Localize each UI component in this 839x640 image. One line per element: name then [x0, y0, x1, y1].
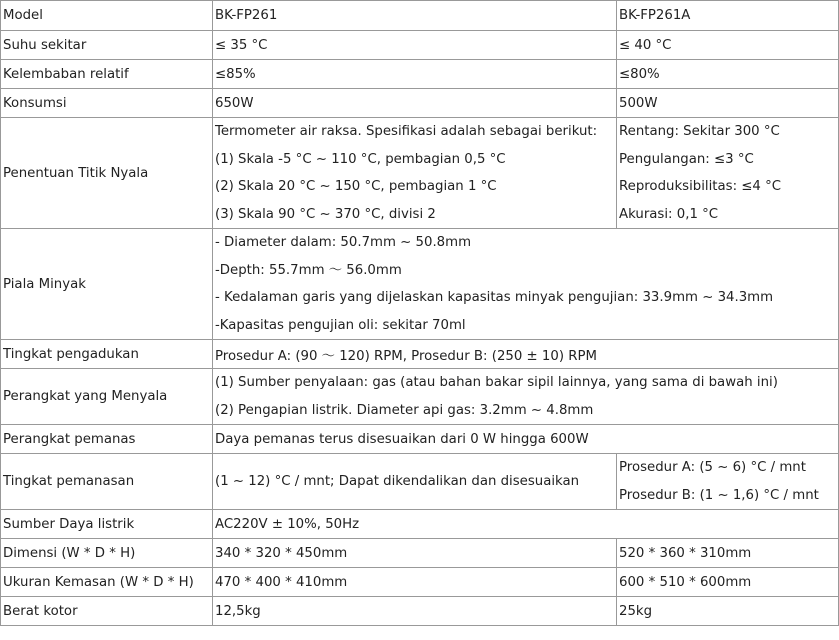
suhu-fp261a: ≤ 40 °C: [617, 31, 839, 60]
titik-nyala-fp261-line: (3) Skala 90 °C ~ 370 °C, divisi 2: [215, 206, 436, 222]
label-dimensi: Dimensi (W * D * H): [1, 539, 213, 568]
titik-nyala-fp261-line: Termometer air raksa. Spesifikasi adalah sebagai berikut:: [215, 124, 598, 139]
pemanasan-fp261: (1 ~ 12) °C / mnt; Dapat dikendalikan dan disesuaikan: [213, 454, 617, 510]
label-suhu: Suhu sekitar: [1, 31, 213, 60]
label-kelembaban: Kelembaban relatif: [1, 60, 213, 89]
titik-nyala-fp261a: [617, 118, 839, 229]
label-piala: Piala Minyak: [1, 229, 213, 340]
table-row-berat: [1, 597, 839, 626]
konsumsi-fp261: 650W: [213, 89, 617, 118]
piala-line: - Diameter dalam: 50.7mm ~ 50.8mm: [215, 235, 472, 250]
titik-nyala-fp261-line: (1) Skala -5 °C ~ 110 °C, pembagian 0,5 °C: [215, 151, 506, 167]
piala-line: -Depth: 55.7mm ～ 56.0mm: [215, 262, 402, 278]
titik-nyala-fp261a-line: Reproduksibilitas: ≤4 °C: [619, 179, 782, 194]
pengadukan-value: Prosedur A: (90 ～ 120) RPM, Prosedur B: (250 ± 10) RPM: [213, 340, 839, 369]
pemanasan-fp261a-line: Prosedur B: (1 ~ 1,6) °C / mnt: [619, 487, 819, 503]
kemasan-fp261: 470 * 400 * 410mm: [213, 568, 617, 597]
label-model: Model: [1, 1, 213, 31]
titik-nyala-fp261a-line: Akurasi: 0,1 °C: [619, 206, 719, 222]
piala-line: - Kedalaman garis yang dijelaskan kapasitas minyak pengujian: 33.9mm ~ 34.3mm: [215, 290, 774, 305]
label-menyala: Perangkat yang Menyala: [1, 369, 213, 425]
kelembaban-fp261a: ≤80%: [617, 60, 839, 89]
berat-fp261a: 25kg: [617, 597, 839, 626]
table-row-pemanasan: [1, 454, 839, 510]
menyala-line: (1) Sumber penyalaan: gas (atau bahan bakar sipil lainnya, yang sama di bawah ini): [215, 375, 778, 390]
piala-line: -Kapasitas pengujian oli: sekitar 70ml: [215, 317, 466, 333]
table-row-konsumsi: [1, 89, 839, 118]
berat-fp261: 12,5kg: [213, 597, 617, 626]
label-pengadukan: Tingkat pengadukan: [1, 340, 213, 369]
pemanasan-fp261a-line: Prosedur A: (5 ~ 6) °C / mnt: [619, 460, 806, 475]
table-row-kelembaban: [1, 60, 839, 89]
table-row-titik-nyala: [1, 118, 839, 229]
titik-nyala-fp261a-line: Pengulangan: ≤3 °C: [619, 151, 754, 167]
titik-nyala-fp261a-line: Rentang: Sekitar 300 °C: [619, 124, 780, 139]
model-bk-fp261a: BK-FP261A: [617, 1, 839, 31]
kemasan-fp261a: 600 * 510 * 600mm: [617, 568, 839, 597]
dimensi-fp261a: 520 * 360 * 310mm: [617, 539, 839, 568]
label-berat: Berat kotor: [1, 597, 213, 626]
table-row-pengadukan: [1, 340, 839, 369]
label-pemanas: Perangkat pemanas: [1, 425, 213, 454]
menyala-line: (2) Pengapian listrik. Diameter api gas: 3.2mm ~ 4.8mm: [215, 402, 594, 418]
pemanas-value: Daya pemanas terus disesuaikan dari 0 W hingga 600W: [213, 425, 839, 454]
pemanasan-fp261a: [617, 454, 839, 510]
label-daya: Sumber Daya listrik: [1, 510, 213, 539]
table-row-menyala: [1, 369, 839, 425]
label-konsumsi: Konsumsi: [1, 89, 213, 118]
table-row-daya: [1, 510, 839, 539]
label-pemanasan: Tingkat pemanasan: [1, 454, 213, 510]
table-row-suhu: [1, 31, 839, 60]
titik-nyala-fp261: [213, 118, 617, 229]
table-row-kemasan: [1, 568, 839, 597]
label-kemasan: Ukuran Kemasan (W * D * H): [1, 568, 213, 597]
table-row-model: [1, 1, 839, 31]
model-bk-fp261: BK-FP261: [213, 1, 617, 31]
dimensi-fp261: 340 * 320 * 450mm: [213, 539, 617, 568]
piala-spec: [213, 229, 839, 340]
table-row-piala: [1, 229, 839, 340]
table-row-dimensi: [1, 539, 839, 568]
daya-value: AC220V ± 10%, 50Hz: [213, 510, 839, 539]
suhu-fp261: ≤ 35 °C: [213, 31, 617, 60]
kelembaban-fp261: ≤85%: [213, 60, 617, 89]
titik-nyala-fp261-line: (2) Skala 20 °C ~ 150 °C, pembagian 1 °C: [215, 179, 497, 194]
menyala-spec: [213, 369, 839, 425]
label-titik-nyala: Penentuan Titik Nyala: [1, 118, 213, 229]
konsumsi-fp261a: 500W: [617, 89, 839, 118]
table-row-pemanas: [1, 425, 839, 454]
